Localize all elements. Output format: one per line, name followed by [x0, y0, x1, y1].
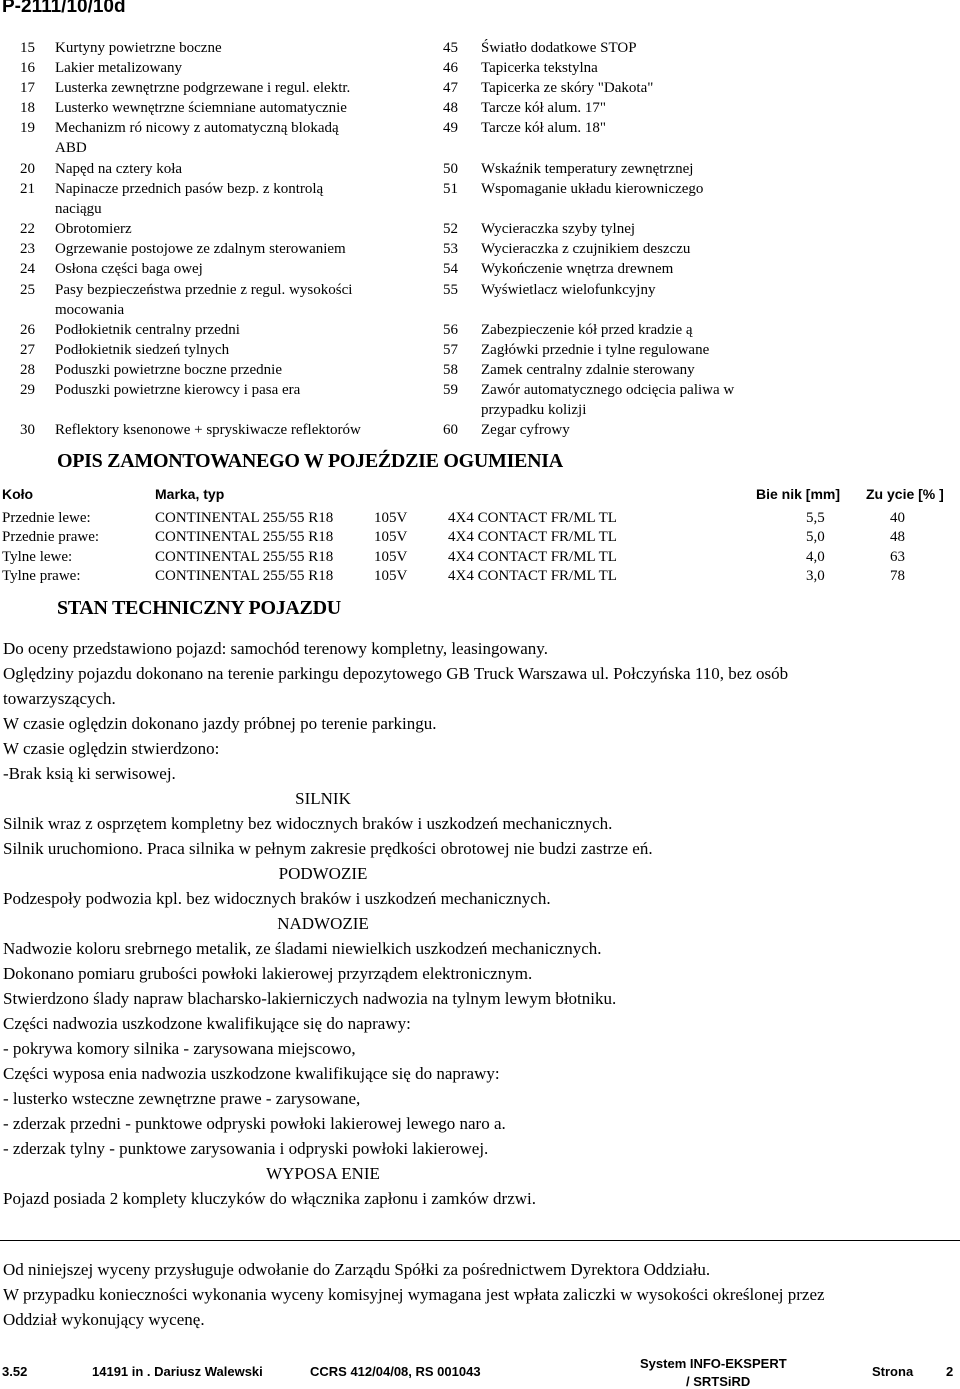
body-heading: NADWOZIE [277, 914, 369, 933]
paragraph: W czasie oględzin dokonano jazdy próbnej po terenie parkingu. [3, 714, 437, 733]
item-number: 47 [443, 80, 458, 96]
wheel-position: Tylne prawe: [2, 568, 81, 584]
item-label: Lakier metalizowany [55, 60, 183, 76]
item-number: 53 [443, 241, 458, 257]
tire-brand: CONTINENTAL 255/55 R18 [155, 509, 334, 526]
equipment-row [0, 159, 960, 179]
item-number: 45 [443, 40, 458, 56]
equipment-row [0, 219, 960, 239]
tread-depth: 4,0 [806, 548, 825, 565]
paragraph: - zderzak tylny - punktowe zarysowania i odpryski powłoki lakierowej. [3, 1139, 489, 1158]
footer-system: System INFO-EKSPERT [640, 1356, 787, 1371]
equipment-row [0, 179, 960, 219]
item-label: Wycieraczka szyby tylnej [481, 221, 636, 237]
tire-brand: CONTINENTAL 255/55 R18 [155, 548, 334, 565]
equipment-heading: WYPOSA ENIE [266, 1164, 380, 1183]
tires-header-row [0, 485, 960, 505]
wheel-position: Przednie prawe: [2, 529, 100, 545]
item-number: 56 [443, 322, 458, 338]
footer-ccrs: CCRS 412/04/08, RS 001043 [310, 1364, 481, 1379]
tires-table [0, 485, 960, 587]
paragraph: Części wyposa enia nadwozia uszkodzone kwalifikujące się do naprawy: [3, 1064, 500, 1083]
engine-heading: SILNIK [295, 789, 351, 808]
item-label: Ogrzewanie postojowe ze zdalnym sterowaniem [55, 241, 346, 257]
table-row [0, 548, 960, 568]
item-number: 20 [20, 161, 35, 177]
equipment-list [0, 38, 960, 440]
item-label: Tapicerka ze skóry "Dakota" [481, 80, 654, 96]
item-label: Tarcze kół alum. 18" [481, 120, 607, 136]
paragraph: Nadwozie koloru srebrnego metalik, ze śladami niewielkich uszkodzeń mechanicznych. [3, 939, 602, 958]
item-number: 26 [20, 322, 35, 338]
paragraph: Podzespoły podwozia kpl. bez widocznych braków i uszkodzeń mechanicznych. [3, 889, 551, 908]
paragraph: - zderzak przedni - punktowe odpryski powłoki lakierowej lewego naro a. [3, 1114, 506, 1133]
document-id: P-2111/10/10d [2, 0, 126, 17]
item-label: Podłokietnik siedzeń tylnych [55, 342, 230, 358]
item-label: Zegar cyfrowy [481, 422, 570, 438]
wheel-position: Przednie lewe: [2, 509, 91, 526]
note: W przypadku konieczności wykonania wyceny komisyjnej wymagana jest wpłata zaliczki w wysokości określonej przez Oddział wykonujący wycenę. [3, 1285, 825, 1329]
item-number: 30 [20, 422, 35, 438]
item-number: 55 [443, 282, 458, 298]
item-label: Napinacze przednich pasów bezp. z kontrolą naciągu [55, 181, 324, 217]
item-label: Poduszki powietrzne kierowcy i pasa era [55, 382, 301, 398]
item-number: 23 [20, 241, 35, 257]
column-header: Bie nik [mm] [756, 486, 841, 502]
tire-model: 4X4 CONTACT FR/ML TL [448, 548, 617, 565]
column-header: Koło [2, 486, 34, 502]
equipment-row [0, 420, 960, 440]
item-number: 59 [443, 382, 458, 398]
item-label: Napęd na cztery koła [55, 161, 183, 177]
item-number: 21 [20, 181, 35, 197]
tire-index: 105V [374, 568, 408, 584]
equipment-row [0, 38, 960, 58]
paragraph: Oględziny pojazdu dokonano na terenie parkingu depozytowego GB Truck Warszawa ul. Połczyńska 110, bez osób towarzyszących. [3, 664, 789, 708]
item-number: 54 [443, 261, 458, 277]
equipment-row [0, 58, 960, 78]
equipment-row [0, 280, 960, 320]
condition-body [3, 636, 953, 1211]
item-label: Lusterka zewnętrzne podgrzewane i regul. elektr. [55, 80, 351, 96]
item-number: 27 [20, 342, 35, 358]
item-number: 25 [20, 282, 35, 298]
footer-author: 14191 in . Dariusz Walewski [92, 1364, 263, 1379]
item-number: 16 [20, 60, 35, 76]
equipment-row [0, 239, 960, 259]
tires-section-title: OPIS ZAMONTOWANEGO W POJEŹDZIE OGUMIENIA [57, 450, 563, 472]
item-label: Zabezpieczenie kół przed kradzie ą [481, 322, 693, 338]
wear-percent: 40 [890, 509, 905, 526]
condition-section-title: STAN TECHNICZNY POJAZDU [57, 597, 341, 619]
item-label: Reflektory ksenonowe + spryskiwacze reflektorów [55, 422, 361, 438]
wear-percent: 63 [890, 548, 905, 565]
item-number: 48 [443, 100, 458, 116]
table-row [0, 567, 960, 587]
paragraph: Dokonano pomiaru grubości powłoki lakierowej przyrządem elektronicznym. [3, 964, 533, 983]
item-label: Lusterko wewnętrzne ściemniane automatycznie [55, 100, 347, 116]
item-label: Zagłówki przednie i tylne regulowane [481, 342, 710, 358]
tire-model: 4X4 CONTACT FR/ML TL [448, 509, 617, 526]
item-label: Zamek centralny zdalnie sterowany [481, 362, 695, 378]
item-label: Zawór automatycznego odcięcia paliwa w przypadku kolizji [481, 382, 735, 418]
tire-index: 105V [374, 548, 408, 565]
item-label: Poduszki powietrzne boczne przednie [55, 362, 282, 378]
item-label: Kurtyny powietrzne boczne [55, 40, 222, 56]
item-number: 57 [443, 342, 458, 358]
item-number: 24 [20, 261, 35, 277]
tire-brand: CONTINENTAL 255/55 R18 [155, 568, 334, 584]
item-number: 52 [443, 221, 458, 237]
item-label: Podłokietnik centralny przedni [55, 322, 240, 338]
equipment-row [0, 259, 960, 280]
item-label: Wspomaganie układu kierowniczego [481, 181, 704, 197]
item-number: 28 [20, 362, 35, 378]
equipment-row [0, 78, 960, 98]
wear-percent: 48 [890, 529, 905, 545]
tread-depth: 3,0 [806, 568, 825, 584]
tire-model: 4X4 CONTACT FR/ML TL [448, 568, 617, 584]
item-number: 15 [20, 40, 35, 56]
tread-depth: 5,5 [806, 509, 825, 526]
item-label: Wycieraczka z czujnikiem deszczu [481, 241, 691, 257]
item-label: Światło dodatkowe STOP [481, 40, 637, 56]
tire-brand: CONTINENTAL 255/55 R18 [155, 529, 334, 545]
equipment-row [0, 360, 960, 380]
wear-percent: 78 [890, 568, 905, 584]
paragraph: Do oceny przedstawiono pojazd: samochód terenowy kompletny, leasingowany. [3, 639, 548, 658]
table-row [0, 509, 960, 529]
paragraph: Części nadwozia uszkodzone kwalifikujące się do naprawy: [3, 1014, 411, 1033]
divider [0, 1240, 960, 1241]
item-number: 49 [443, 120, 458, 136]
item-label: Tapicerka tekstylna [481, 60, 598, 76]
table-row [0, 528, 960, 548]
equipment-row [0, 98, 960, 118]
item-number: 19 [20, 120, 35, 136]
item-label: Osłona części baga owej [55, 261, 203, 277]
item-label: Pasy bezpieczeństwa przednie z regul. wysokości mocowania [55, 282, 353, 318]
item-number: 51 [443, 181, 458, 197]
paragraph: Pojazd posiada 2 komplety kluczyków do włącznika zapłonu i zamków drzwi. [3, 1189, 536, 1208]
equipment-row [0, 380, 960, 420]
note: Od niniejszej wyceny przysługuje odwołanie do Zarządu Spółki za pośrednictwem Dyrektora Oddziału. [3, 1260, 711, 1279]
item-number: 58 [443, 362, 458, 378]
tire-model: 4X4 CONTACT FR/ML TL [448, 529, 617, 545]
equipment-row [0, 118, 960, 159]
column-header: Zu ycie [% ] [866, 486, 944, 502]
item-label: Obrotomierz [55, 221, 132, 237]
wheel-position: Tylne lewe: [2, 548, 73, 565]
item-number: 18 [20, 100, 35, 116]
paragraph: - lusterko wsteczne zewnętrzne prawe - zarysowane, [3, 1089, 361, 1108]
tread-depth: 5,0 [806, 529, 825, 545]
equipment-row [0, 340, 960, 360]
equipment-row [0, 320, 960, 340]
footer-page-label: Strona [872, 1364, 914, 1379]
item-label: Wskaźnik temperatury zewnętrznej [481, 161, 694, 177]
item-label: Mechanizm ró nicowy z automatyczną blokadą ABD [55, 120, 339, 156]
paragraph: Silnik wraz z osprzętem kompletny bez widocznych braków i uszkodzeń mechanicznych. [3, 814, 613, 833]
paragraph: -Brak ksią ki serwisowej. [3, 764, 176, 783]
item-label: Wyświetlacz wielofunkcyjny [481, 282, 656, 298]
paragraph: W czasie oględzin stwierdzono: [3, 739, 220, 758]
item-number: 50 [443, 161, 458, 177]
paragraph: Stwierdzono ślady napraw blacharsko-lakierniczych nadwozia na tylnym lewym błotniku. [3, 989, 617, 1008]
footer-page-number: 2 [946, 1364, 954, 1379]
footer-system-sub: / SRTSiRD [686, 1374, 751, 1389]
footer-version: 3.52 [2, 1364, 28, 1379]
chassis-heading: PODWOZIE [278, 864, 368, 883]
column-header: Marka, typ [155, 486, 225, 502]
item-label: Wykończenie wnętrza drewnem [481, 261, 674, 277]
item-number: 17 [20, 80, 35, 96]
item-number: 46 [443, 60, 458, 76]
item-number: 60 [443, 422, 458, 438]
item-number: 22 [20, 221, 35, 237]
tire-index: 105V [374, 529, 408, 545]
paragraph: - pokrywa komory silnika - zarysowana miejscowo, [3, 1039, 356, 1058]
notes [3, 1257, 953, 1332]
paragraph: Silnik uruchomiono. Praca silnika w pełnym zakresie prędkości obrotowej nie budzi zastrze eń. [3, 839, 653, 858]
tire-index: 105V [374, 509, 408, 526]
item-number: 29 [20, 382, 35, 398]
item-label: Tarcze kół alum. 17" [481, 100, 607, 116]
